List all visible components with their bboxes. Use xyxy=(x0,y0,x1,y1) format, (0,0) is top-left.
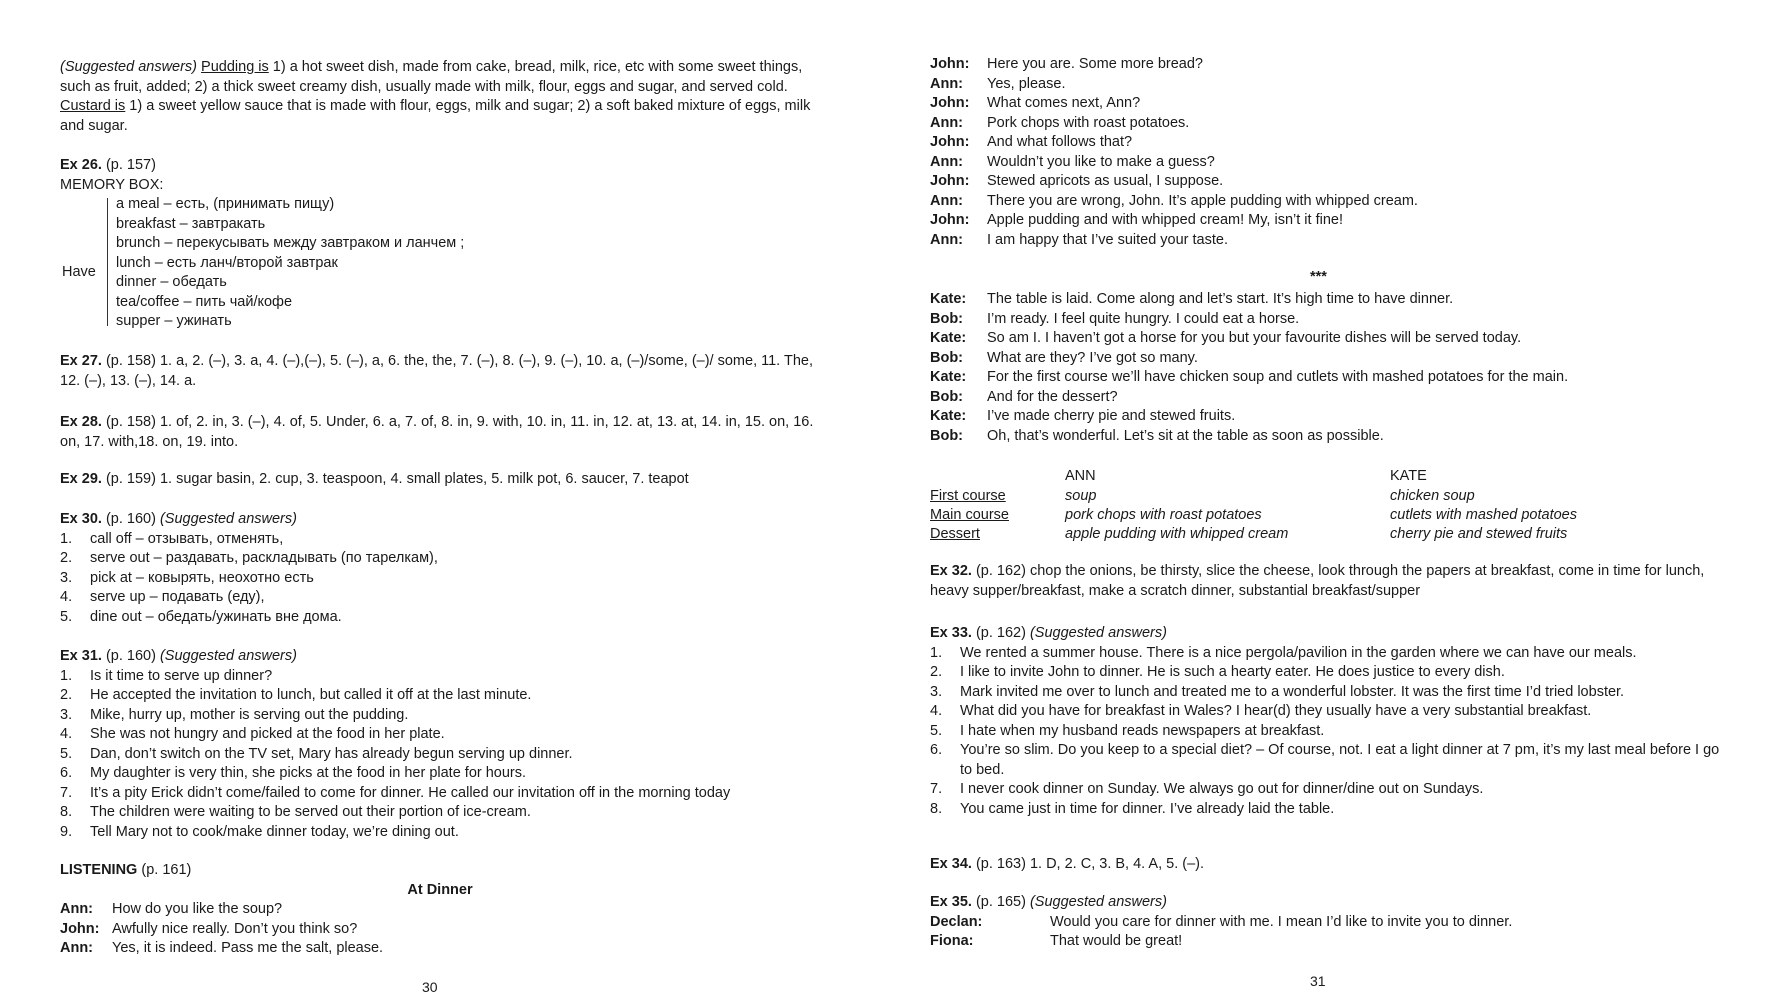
list-item: 4. She was not hungry and picked at the food in her plate. xyxy=(60,726,445,742)
ex33-page: (p. 162) xyxy=(971,625,1030,641)
ex30-list xyxy=(60,530,820,628)
dialog-line: Ann: Pork chops with roast potatoes. xyxy=(930,114,1190,131)
ex34-text: (p. 163) 1. D, 2. C, 3. B, 4. A, 5. (–). xyxy=(971,856,1205,872)
list-item: 1. We rented a summer house. There is a nice pergola/pavilion in the garden where we can have our meals. xyxy=(930,644,1637,661)
dialog-line: Bob: Oh, that’s wonderful. Let’s sit at the table as soon as possible. xyxy=(930,427,1384,444)
dialog-line: Ann: There you are wrong, John. It’s apple pudding with whipped cream. xyxy=(930,192,1418,209)
dialog-line: John: Stewed apricots as usual, I suppose. xyxy=(930,173,1224,189)
list-item: 2. He accepted the invitation to lunch, but called it off at the last minute. xyxy=(60,687,532,703)
ex33-list xyxy=(930,644,1720,820)
custard-text: 1) a sweet yellow sauce that is made with flour, eggs, milk and sugar; 2) a soft baked mixture of eggs, milk and sugar. xyxy=(60,98,811,134)
ex31-list xyxy=(60,667,820,843)
ex31-page: (p. 160) xyxy=(101,648,160,664)
dialog-line: Kate: So am I. I haven’t got a horse for you but your favourite dishes will be served today. xyxy=(930,330,1522,346)
list-item: 4. What did you have for breakfast in Wales? I hear(d) they usually have a very substantial breakfast. xyxy=(930,703,1592,719)
table-cell: soup xyxy=(1065,488,1097,504)
ex29 xyxy=(60,470,820,490)
ex27 xyxy=(60,352,820,391)
table-cell: pork chops with roast potatoes xyxy=(1065,507,1262,523)
dialog-kate-bob xyxy=(930,290,1720,446)
memory-box xyxy=(60,195,820,332)
table-cell: apple pudding with whipped cream xyxy=(1065,526,1289,542)
memory-box-label: MEMORY BOX: xyxy=(60,176,164,193)
list-item: 5. I hate when my husband reads newspapers at breakfast. xyxy=(930,722,1325,739)
table-header-kate: KATE xyxy=(1390,468,1427,484)
ex28-text: (p. 158) 1. of, 2. in, 3. (–), 4. of, 5. Under, 6. a, 7. of, 8. in, 9. with, 10. in, 11. in, 12. at, 13. at, 14. in, 15. on, 16. on, 17. with,18. on, 19. into. xyxy=(60,414,814,450)
ex27-text: (p. 158) 1. a, 2. (–), 3. a, 4. (–),(–), 5. (–), a, 6. the, the, 7. (–), 8. (–), 9. (–), 10. a, (–)/some, (–)/ some, 11. The, 12. (–), 13. (–), 14. a. xyxy=(60,353,813,389)
dialog-line: Declan: Would you care for dinner with me. I mean I’d like to invite you to dinner. xyxy=(930,913,1513,930)
ex34 xyxy=(930,855,1720,875)
ex33-title: Ex 33. xyxy=(930,625,972,641)
ex27-title: Ex 27. xyxy=(60,353,102,369)
ex26 xyxy=(60,156,820,332)
list-item: 3. pick at – ковырять, неохотно есть xyxy=(60,569,314,586)
memory-item: tea/coffee – пить чай/кофе xyxy=(116,293,293,310)
dialog-line: John: Apple pudding and with whipped cream! My, isn’t it fine! xyxy=(930,212,1343,228)
list-item: 7. I never cook dinner on Sunday. We always go out for dinner/dine out on Sundays. xyxy=(930,781,1484,797)
memory-item: brunch – перекусывать между завтраком и ланчем ; xyxy=(116,235,465,251)
dialog-line: Kate: For the first course we’ll have chicken soup and cutlets with mashed potatoes for the main. xyxy=(930,369,1569,385)
list-item: 9. Tell Mary not to cook/make dinner today, we’re dining out. xyxy=(60,823,459,840)
ex33 xyxy=(930,624,1720,819)
ex35 xyxy=(930,893,1720,952)
list-item: 2. I like to invite John to dinner. He is such a hearty eater. He does justice to every dish. xyxy=(930,664,1505,680)
list-item: 2. serve out – раздавать, раскладывать (по тарелкам), xyxy=(60,550,438,566)
ex33-label: (Suggested answers) xyxy=(1029,625,1167,641)
table-cell: chicken soup xyxy=(1390,488,1475,504)
dialog-line: Kate: The table is laid. Come along and let’s start. It’s high time to have dinner. xyxy=(930,291,1454,307)
ex29-title: Ex 29. xyxy=(60,471,102,487)
ex35-dialog xyxy=(930,913,1720,952)
ex30 xyxy=(60,510,820,627)
dialog-line: Ann: Wouldn’t you like to make a guess? xyxy=(930,153,1215,170)
ex28-title: Ex 28. xyxy=(60,414,102,430)
left-page xyxy=(60,0,820,1000)
ex31 xyxy=(60,647,820,842)
memory-item: breakfast – завтракать xyxy=(116,215,266,232)
listening-dialog xyxy=(60,900,820,959)
pudding-text: 1) a hot sweet dish, made from cake, bread, milk, rice, etc with some sweet things, such as fruit, added; 2) a thick sweet creamy dish, usually made with milk, flour, eggs and sugar, and served cold. xyxy=(60,59,803,95)
table-header-ann: ANN xyxy=(1065,468,1096,484)
ex28 xyxy=(60,413,820,452)
course-label: First course xyxy=(930,488,1006,504)
ex32 xyxy=(930,562,1720,601)
pudding-term: Pudding is xyxy=(201,59,269,75)
dialog-line: Ann: How do you like the soup? xyxy=(60,901,283,917)
ex30-page: (p. 160) xyxy=(101,511,160,527)
ex29-text: (p. 159) 1. sugar basin, 2. cup, 3. teaspoon, 4. small plates, 5. milk pot, 6. saucer, 7. teapot xyxy=(101,471,689,487)
listening-page: (p. 161) xyxy=(137,862,192,878)
course-label: Main course xyxy=(930,507,1009,523)
memory-items xyxy=(116,195,820,332)
ex32-title: Ex 32. xyxy=(930,563,972,579)
dialog-line: Bob: And for the dessert? xyxy=(930,388,1118,405)
dialog-line: Bob: I’m ready. I feel quite hungry. I could eat a horse. xyxy=(930,310,1300,327)
page-number-right: 31 xyxy=(1310,973,1326,989)
ex31-label: (Suggested answers) xyxy=(159,648,297,664)
list-item: 5. dine out – обедать/ужинать вне дома. xyxy=(60,608,342,625)
list-item: 3. Mark invited me over to lunch and treated me to a wonderful lobster. It was the first time I’d tried lobster. xyxy=(930,683,1625,700)
right-page xyxy=(930,0,1720,1000)
table-cell: cutlets with mashed potatoes xyxy=(1390,507,1577,523)
dialog-line: John: Awfully nice really. Don’t you think so? xyxy=(60,920,358,937)
list-item: 3. Mike, hurry up, mother is serving out the pudding. xyxy=(60,706,409,723)
memory-item: a meal – есть, (принимать пищу) xyxy=(116,196,335,212)
dialog-line: Bob: What are they? I’ve got so many. xyxy=(930,349,1198,366)
memory-item: supper – ужинать xyxy=(116,313,232,329)
ex35-page: (p. 165) xyxy=(971,894,1030,910)
ex32-text: (p. 162) chop the onions, be thirsty, slice the cheese, look through the papers at breakfast, come in time for lunch, heavy supper/breakfast, make a scratch dinner, substantial breakfast/supper xyxy=(930,563,1705,599)
dialog-line: John: Here you are. Some more bread? xyxy=(930,56,1203,72)
dialog-line: Ann: Yes, please. xyxy=(930,75,1066,92)
memory-brace xyxy=(107,198,108,326)
suggested-label: (Suggested answers) xyxy=(60,59,198,75)
pudding-definition xyxy=(60,58,820,136)
ex35-label: (Suggested answers) xyxy=(1029,894,1167,910)
course-label: Dessert xyxy=(930,526,980,542)
ex30-title: Ex 30. xyxy=(60,511,102,527)
list-item: 8. You came just in time for dinner. I’ve already laid the table. xyxy=(930,800,1335,817)
dialog-line: John: And what follows that? xyxy=(930,134,1133,150)
listening xyxy=(60,861,820,959)
list-item: 1. call off – отзывать, отменять, xyxy=(60,530,284,547)
ex30-label: (Suggested answers) xyxy=(159,511,297,527)
listening-heading: At Dinner xyxy=(407,881,473,898)
ex31-title: Ex 31. xyxy=(60,648,102,664)
listening-title: LISTENING xyxy=(60,862,138,878)
list-item: 4. serve up – подавать (еду), xyxy=(60,589,265,605)
menu-table xyxy=(930,467,1720,543)
dialog-john-ann xyxy=(930,55,1720,250)
ex35-title: Ex 35. xyxy=(930,894,972,910)
dialog-line: Ann: I am happy that I’ve suited your taste. xyxy=(930,231,1228,248)
list-item: 8. The children were waiting to be served out their portion of ice-cream. xyxy=(60,804,531,820)
list-item: 6. My daughter is very thin, she picks at the food in her plate for hours. xyxy=(60,765,527,781)
memory-item: dinner – обедать xyxy=(116,274,227,290)
memory-item: lunch – есть ланч/второй завтрак xyxy=(116,254,338,271)
list-item: 1. Is it time to serve up dinner? xyxy=(60,667,273,684)
page-number-left: 30 xyxy=(422,979,438,995)
list-item: 7. It’s a pity Erick didn’t come/failed to come for dinner. He called our invitation off in the morning today xyxy=(60,784,731,801)
table-cell: cherry pie and stewed fruits xyxy=(1390,526,1568,542)
dialog-line: Fiona: That would be great! xyxy=(930,933,1183,949)
separator: *** xyxy=(1310,269,1327,285)
custard-term: Custard is xyxy=(60,98,126,114)
list-item: 5. Dan, don’t switch on the TV set, Mary has already begun serving up dinner. xyxy=(60,745,573,762)
dialog-line: Ann: Yes, it is indeed. Pass me the salt, please. xyxy=(60,940,384,956)
ex26-title: Ex 26. xyxy=(60,157,102,173)
list-item: 6. You’re so slim. Do you keep to a special diet? – Of course, not. I eat a light dinner at 7 pm, it’s my last meal before I go to bed. xyxy=(930,742,1720,778)
ex26-page: (p. 157) xyxy=(101,157,156,173)
have-verb: Have xyxy=(62,264,96,280)
ex34-title: Ex 34. xyxy=(930,856,972,872)
dialog-line: Kate: I’ve made cherry pie and stewed fruits. xyxy=(930,408,1236,424)
dialog-line: John: What comes next, Ann? xyxy=(930,95,1141,111)
